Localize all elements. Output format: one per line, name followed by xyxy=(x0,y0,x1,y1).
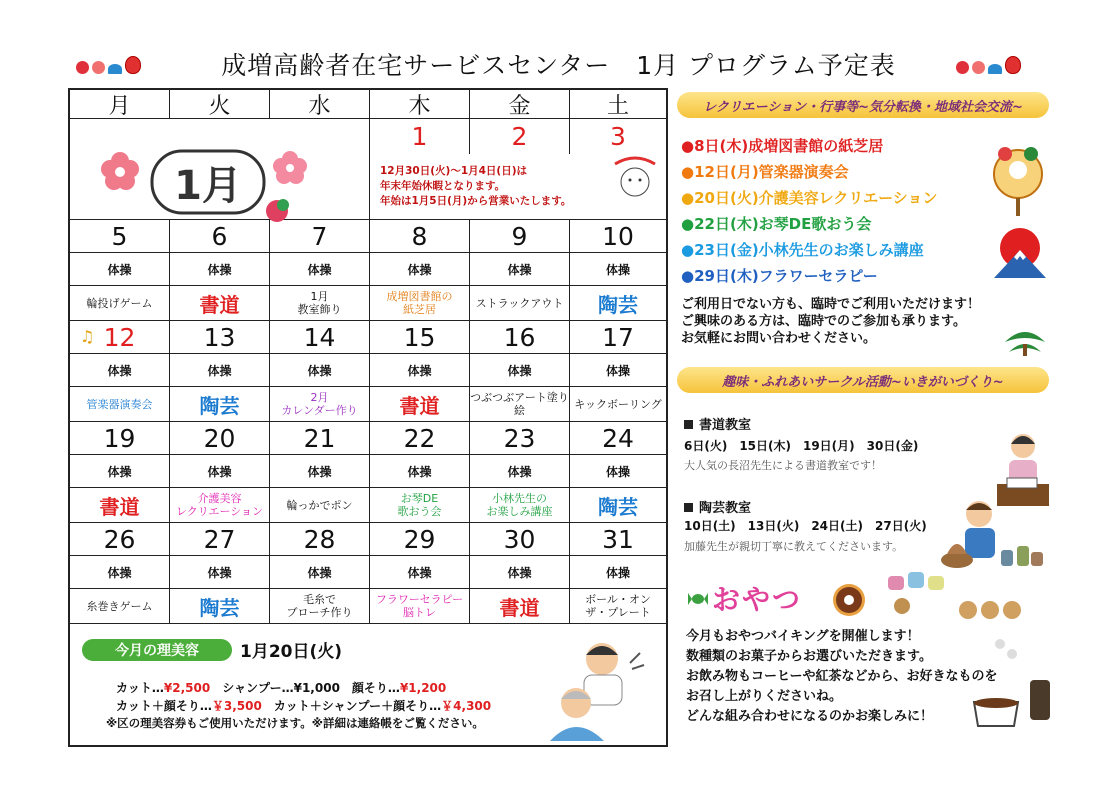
exercise-label: 体操 xyxy=(270,455,370,488)
event-label: 書道 xyxy=(70,488,170,523)
exercise-label: 体操 xyxy=(470,556,570,589)
price-line-1 xyxy=(116,679,446,696)
invite-line: ご利用日でない方も、臨時でご利用いただけます！ xyxy=(681,297,981,312)
price-value: ¥1,200 xyxy=(399,681,447,695)
invite-message xyxy=(681,296,980,347)
recreation-item: ●23日(金)小林先生のお楽しみ講座 xyxy=(681,241,924,259)
day-number: 14 xyxy=(270,321,370,354)
exercise-label: 体操 xyxy=(370,354,470,387)
day-number: 19 xyxy=(70,422,170,455)
event-label: 輪っかでポン xyxy=(270,488,370,523)
day-number: 28 xyxy=(270,523,370,556)
spinning-top-icon xyxy=(108,64,122,74)
notice-line: 年始は1月5日(月)から営業いたします。 xyxy=(380,195,572,207)
exercise-label: 体操 xyxy=(70,455,170,488)
price-text: カット＋顔そり… xyxy=(116,699,212,713)
mount-fuji-sunrise-icon xyxy=(990,220,1050,280)
day-number: 6 xyxy=(170,220,270,253)
exercise-label: 体操 xyxy=(570,455,666,488)
exercise-label: 体操 xyxy=(470,455,570,488)
recreation-header: レクリエーション・行事等~気分転換・地域社会交流~ xyxy=(677,92,1049,118)
exercise-label: 体操 xyxy=(270,556,370,589)
day-number: 24 xyxy=(570,422,666,455)
price-text: カット… xyxy=(116,681,164,695)
recreation-item: ●22日(木)お琴DE歌おう会 xyxy=(681,215,872,233)
day-1: 1 xyxy=(370,119,470,154)
day-number: 26 xyxy=(70,523,170,556)
sweets-icon xyxy=(878,560,1048,630)
snack-line: お飲み物もコーヒーや紅茶などから、お好きなものを xyxy=(686,669,998,684)
exercise-label: 体操 xyxy=(170,354,270,387)
exercise-label: 体操 xyxy=(370,253,470,286)
recreation-item: ●29日(木)フラワーセラピー xyxy=(681,267,878,285)
exercise-label: 体操 xyxy=(70,253,170,286)
day-number: 29 xyxy=(370,523,470,556)
new-year-ornaments-right xyxy=(956,56,1021,78)
month-banner-cell xyxy=(70,119,370,220)
barber-note: ※区の理美容券もご使用いただけます。※詳細は連絡帳をご覧ください。 xyxy=(106,716,484,730)
candy-icon xyxy=(686,590,710,608)
music-note-icon: ♫ xyxy=(80,327,95,346)
event-label: 輪投げゲーム xyxy=(70,286,170,321)
exercise-label: 体操 xyxy=(470,354,570,387)
barber-illustration-icon xyxy=(540,633,650,741)
price-text: カット＋シャンプー＋顔そり… xyxy=(261,699,442,713)
plum-flower-icon xyxy=(972,61,985,74)
january-logo-icon xyxy=(90,139,330,233)
exercise-label: 体操 xyxy=(170,253,270,286)
snack-title: おやつ xyxy=(712,583,803,616)
weekday-fri: 金 xyxy=(470,90,570,119)
price-line-2 xyxy=(116,697,491,714)
plum-flower-icon xyxy=(92,61,105,74)
day-number: 23 xyxy=(470,422,570,455)
recreation-item: ●8日(木)成増図書館の紙芝居 xyxy=(681,137,884,155)
exercise-label: 体操 xyxy=(570,253,666,286)
price-value: ￥4,300 xyxy=(441,699,492,713)
day-number: 17 xyxy=(570,321,666,354)
weekday-wed: 水 xyxy=(270,90,370,119)
daruma-icon xyxy=(1005,56,1021,74)
snack-line: 今月もおやつバイキングを開催します！ xyxy=(686,629,920,644)
plum-flower-icon xyxy=(956,61,969,74)
day-3: 3 xyxy=(610,122,626,151)
spinning-top-icon xyxy=(988,64,1002,74)
day-number: 21 xyxy=(270,422,370,455)
invite-line: ご興味のある方は、臨時でのご参加も承ります。 xyxy=(681,314,966,329)
shodo-title: 書道教室 xyxy=(684,414,751,433)
weekday-thu: 木 xyxy=(370,90,470,119)
event-label: 書道 xyxy=(170,286,270,321)
event-label: 毛糸で ブローチ作り xyxy=(270,589,370,624)
snack-message xyxy=(686,627,997,727)
day-number: 15 xyxy=(370,321,470,354)
daruma-icon xyxy=(125,56,141,74)
event-label: つぶつぶアート塗り絵 xyxy=(470,387,570,422)
exercise-label: 体操 xyxy=(270,253,370,286)
tougei-description: 加藤先生が親切丁寧に教えてくださいます。 xyxy=(684,540,904,553)
exercise-label: 体操 xyxy=(270,354,370,387)
page-title: 成増高齢者在宅サービスセンター 1月 プログラム予定表 xyxy=(221,51,896,80)
day-number: 5 xyxy=(70,220,170,253)
new-year-ornaments-left xyxy=(76,56,141,78)
event-label: 書道 xyxy=(470,589,570,624)
snack-line: どんな組み合わせになるのかお楽しみに！ xyxy=(686,709,934,724)
calendar-grid xyxy=(68,88,668,747)
day-number: 9 xyxy=(470,220,570,253)
event-label: ストラックアウト xyxy=(470,286,570,321)
day-number: 22 xyxy=(370,422,470,455)
event-label: 小林先生の お楽しみ講座 xyxy=(470,488,570,523)
price-text: 顔そり… xyxy=(339,681,400,695)
donut-icon xyxy=(826,580,872,620)
pine-icon xyxy=(1003,322,1047,356)
price-text: シャンプー… xyxy=(210,681,294,695)
exercise-label: 体操 xyxy=(70,556,170,589)
day-number: 7 xyxy=(270,220,370,253)
event-label: 書道 xyxy=(370,387,470,422)
event-label: フラワーセラピー 脳トレ xyxy=(370,589,470,624)
day-number: 30 xyxy=(470,523,570,556)
event-label: キックボーリング xyxy=(570,387,666,422)
event-label: 糸巻きゲーム xyxy=(70,589,170,624)
snack-line: お召し上がりくださいね。 xyxy=(686,689,843,704)
event-label: 2月 カレンダー作り xyxy=(270,387,370,422)
event-label: 管楽器演奏会 xyxy=(70,387,170,422)
exercise-label: 体操 xyxy=(570,556,666,589)
day-number: 31 xyxy=(570,523,666,556)
exercise-label: 体操 xyxy=(370,556,470,589)
event-label: 陶芸 xyxy=(170,589,270,624)
weekday-sat: 土 xyxy=(570,90,666,119)
event-label: 介護美容 レクリエーション xyxy=(170,488,270,523)
month-label: 1月 xyxy=(174,163,242,209)
barber-date: 1月20日(火) xyxy=(240,642,343,662)
day-number: 10 xyxy=(570,220,666,253)
event-label: ボール・オン ザ・プレート xyxy=(570,589,666,624)
tougei-dates: 10日(土) 13日(火) 24日(土) 27日(火) xyxy=(684,519,927,533)
lucky-gods-icon xyxy=(985,124,1051,216)
event-label: 陶芸 xyxy=(570,286,666,321)
day-number: 16 xyxy=(470,321,570,354)
recreation-item: ●12日(月)管楽器演奏会 xyxy=(681,163,849,181)
barber-section xyxy=(70,625,666,745)
event-label: 成増図書館の 紙芝居 xyxy=(370,286,470,321)
day-number: 20 xyxy=(170,422,270,455)
tougei-title: 陶芸教室 xyxy=(684,497,751,516)
shodo-dates: 6日(火) 15日(木) 19日(月) 30日(金) xyxy=(684,439,919,453)
barber-label: 今月の理美容 xyxy=(82,639,232,661)
price-value: ￥3,500 xyxy=(211,699,262,713)
invite-line: お気軽にお問い合わせください。 xyxy=(681,331,877,346)
exercise-label: 体操 xyxy=(570,354,666,387)
holiday-notice xyxy=(380,164,571,209)
day-2: 2 xyxy=(470,119,570,154)
event-label: 1月 教室飾り xyxy=(270,286,370,321)
event-label: 陶芸 xyxy=(170,387,270,422)
weekday-mon: 月 xyxy=(70,90,170,119)
lucky-cat-icon xyxy=(610,154,660,204)
price-value: ¥2,500 xyxy=(163,681,211,695)
exercise-label: 体操 xyxy=(370,455,470,488)
day-number: 12 ♫ xyxy=(70,321,170,354)
recreation-item: ●20日(火)介護美容レクリエーション xyxy=(681,189,938,207)
circle-header: 趣味・ふれあいサークル活動~いきがいづくり~ xyxy=(677,367,1049,393)
exercise-label: 体操 xyxy=(170,455,270,488)
shodo-description: 大人気の長沼先生による書道教室です！ xyxy=(684,459,882,472)
price-value: ¥1,000 xyxy=(293,681,340,695)
recreation-list xyxy=(681,136,937,292)
day-number: 13 xyxy=(170,321,270,354)
exercise-label: 体操 xyxy=(70,354,170,387)
event-label: お琴DE 歌おう会 xyxy=(370,488,470,523)
snack-line: 数種類のお菓子からお選びいただきます。 xyxy=(686,649,932,664)
day-number: 27 xyxy=(170,523,270,556)
event-label: 陶芸 xyxy=(570,488,666,523)
day-number: 8 xyxy=(370,220,470,253)
weekday-tue: 火 xyxy=(170,90,270,119)
notice-line: 12月30日(火)～1月4日(日)は xyxy=(380,165,528,177)
exercise-label: 体操 xyxy=(470,253,570,286)
plum-flower-icon xyxy=(76,61,89,74)
notice-line: 年末年始休暇となります。 xyxy=(380,180,506,192)
exercise-label: 体操 xyxy=(170,556,270,589)
